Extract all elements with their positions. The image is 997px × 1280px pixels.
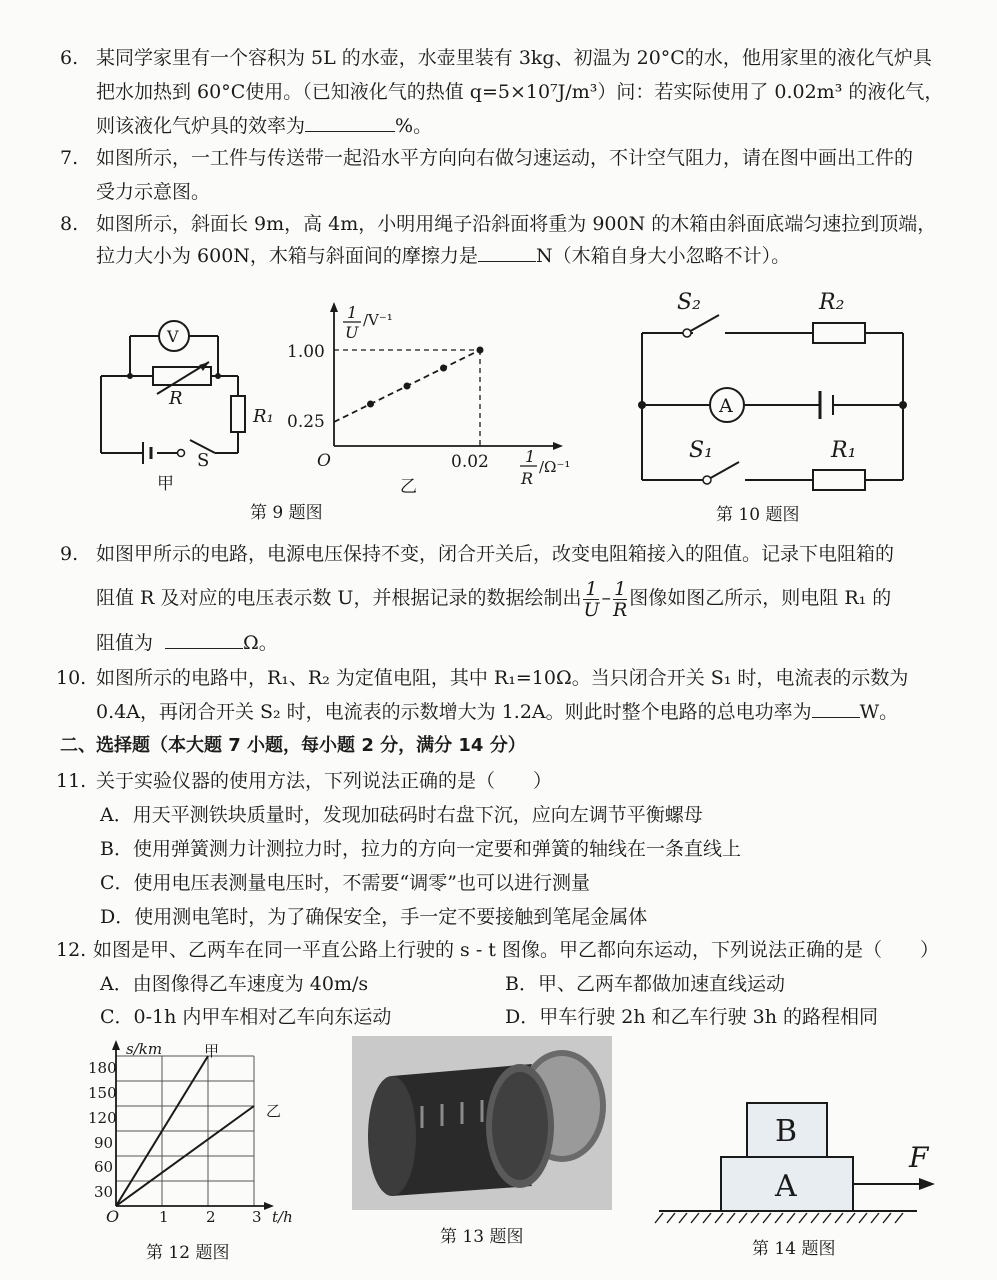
ground-hatch-104 [751, 1213, 759, 1223]
q6-answer-blank[interactable] [305, 113, 395, 132]
ground-hatch-68 [715, 1213, 723, 1223]
q10-line2-unit: W。 [859, 701, 899, 723]
ground-hatch-188 [835, 1213, 843, 1223]
y-tick-120: 120 [88, 1109, 117, 1127]
fig10-caption: 第 10 题图 [716, 505, 800, 525]
x-axis-num: 1 [525, 447, 536, 466]
fig9-graph-yi [285, 298, 585, 498]
q10-number: 10. [56, 667, 87, 689]
ground-hatch-248 [895, 1213, 903, 1223]
y-tick-150: 150 [88, 1084, 117, 1102]
q9-frac-1u [583, 579, 599, 620]
ground-hatch-92 [739, 1213, 747, 1223]
ground-hatch-128 [775, 1213, 783, 1223]
ground-hatch-164 [811, 1213, 819, 1223]
data-point-4 [477, 347, 484, 354]
q6-line3-text: 则该液化气炉具的效率为 [96, 115, 306, 137]
q6-line3-unit: %。 [395, 115, 433, 137]
ground-hatch-224 [871, 1213, 879, 1223]
frac-1r-den: R [612, 598, 628, 621]
q9-line2-tail: 图像如图乙所示，则电阻 R₁ 的 [629, 587, 892, 609]
data-point-2 [404, 383, 411, 390]
origin-label: O [317, 451, 331, 471]
q9-dash: – [601, 587, 611, 609]
s1-label: S₁ [689, 438, 713, 463]
y-tick-180: 180 [88, 1059, 117, 1077]
fig-yi-label: 乙 [400, 477, 417, 497]
frac-1r-num: 1 [614, 577, 627, 600]
q11-option-a[interactable]: A．用天平测铁块质量时，发现加砝码时右盘下沉，应向左调节平衡螺母 [100, 804, 703, 826]
y-axis-den: U [345, 323, 359, 342]
ground-hatch-212 [859, 1213, 867, 1223]
fig9-circuit-jia [95, 318, 274, 494]
q9-line2-text: 阻值 R 及对应的电压表示数 U，并根据记录的数据绘制出 [96, 587, 582, 609]
q9-line2 [96, 578, 891, 620]
x-tick-3: 3 [252, 1208, 262, 1226]
q8-line2-text: 拉力大小为 600N，木箱与斜面间的摩擦力是 [96, 245, 478, 267]
q11-number: 11. [56, 770, 87, 792]
ground-hatch-152 [799, 1213, 807, 1223]
x-axis-unit: /Ω⁻¹ [539, 458, 571, 476]
q12-option-a[interactable]: A．由图像得乙车速度为 40m/s [100, 973, 369, 995]
xlabel: t/h [272, 1208, 293, 1226]
q12-number: 12. [56, 939, 87, 961]
fig13-caption: 第 13 题图 [440, 1227, 524, 1247]
y-axis-num: 1 [347, 303, 358, 322]
ground-hatch-44 [691, 1213, 699, 1223]
q10-line1: 如图所示的电路中，R₁、R₂ 为定值电阻，其中 R₁=10Ω。当只闭合开关 S₁ 时，电流表的示数为 [96, 667, 909, 689]
ground-hatch-200 [847, 1213, 855, 1223]
q9-line3-text: 阻值为 [96, 632, 154, 654]
q8-line1: 如图所示，斜面长 9m，高 4m，小明用绳子沿斜面将重为 900N 的木箱由斜面底端匀速拉到顶端， [96, 213, 937, 235]
s2-label: S₂ [677, 290, 701, 315]
q11-option-c[interactable]: C．使用电压表测量电压时，不需要“调零”也可以进行测量 [100, 872, 590, 894]
x-tick-2: 2 [206, 1208, 216, 1226]
y-axis-unit: /V⁻¹ [363, 311, 393, 329]
q9-line1: 如图甲所示的电路，电源电压保持不变，闭合开关后，改变电阻箱接入的阻值。记录下电阻箱的 [96, 543, 895, 565]
q8-line2-tail: N（木箱自身大小忽略不计）。 [535, 245, 791, 267]
q12-option-b[interactable]: B．甲、乙两车都做加速直线运动 [505, 973, 785, 995]
data-point-1 [367, 401, 374, 408]
q10-line2-text: 0.4A，再闭合开关 S₂ 时，电流表的示数增大为 1.2A。则此时整个电路的总电功率为 [96, 701, 812, 723]
q8-number: 8. [60, 213, 79, 235]
voltmeter-label: V [167, 327, 179, 346]
r1-label: R₁ [253, 406, 274, 427]
switch-s-label: S [197, 450, 210, 471]
block-a-label: A [775, 1169, 797, 1204]
fig14-blocks [655, 1095, 945, 1235]
q7-line1: 如图所示，一工件与传送带一起沿水平方向向右做匀速运动，不计空气阻力，请在图中画出工件的 [96, 147, 914, 169]
ground-hatch-116 [763, 1213, 771, 1223]
q10-answer-blank[interactable] [812, 699, 860, 718]
ground-hatch-80 [727, 1213, 735, 1223]
r2-label: R₂ [819, 290, 845, 315]
section2-heading: 二、选择题（本大题 7 小题，每小题 2 分，满分 14 分） [60, 735, 526, 756]
fig12-st-graph [80, 1040, 300, 1230]
q7-number: 7. [60, 147, 79, 169]
data-point-3 [440, 365, 447, 372]
line-yi-label: 乙 [266, 1102, 282, 1120]
q9-frac-1r [613, 579, 627, 620]
rheostat-label: R [169, 388, 183, 409]
fig-jia-label: 甲 [157, 474, 174, 494]
q12-option-d[interactable]: D．甲车行驶 2h 和乙车行驶 3h 的路程相同 [505, 1006, 879, 1028]
ground-hatch-20 [667, 1213, 675, 1223]
q9-answer-blank[interactable] [165, 630, 243, 649]
q7-line2: 受力示意图。 [96, 181, 211, 203]
fig12-caption: 第 12 题图 [146, 1243, 230, 1263]
r1-label: R₁ [831, 438, 857, 463]
q9-number: 9. [60, 543, 79, 565]
ylabel: s/km [126, 1040, 163, 1058]
block-b-label: B [775, 1114, 798, 1149]
q6-line1: 某同学家里有一个容积为 5L 的水壶，水壶里装有 3kg、初温为 20°C的水，他用家里的液化气炉具 [96, 47, 932, 69]
force-f-label: F [909, 1141, 929, 1174]
ground-hatch-236 [883, 1213, 891, 1223]
q11-stem: 关于实验仪器的使用方法，下列说法正确的是（ ） [96, 770, 553, 792]
x-tick: 0.02 [451, 452, 489, 472]
q11-option-b[interactable]: B．使用弹簧测力计测拉力时，拉力的方向一定要和弹簧的轴线在一条直线上 [100, 838, 741, 860]
ground-hatch-140 [787, 1213, 795, 1223]
fig10-circuit [635, 285, 920, 495]
q9-line3-unit: Ω。 [243, 632, 278, 654]
q9-line3 [96, 630, 278, 656]
ground-hatch-176 [823, 1213, 831, 1223]
q6-number: 6. [60, 47, 79, 69]
q12-option-c[interactable]: C．0-1h 内甲车相对乙车向东运动 [100, 1006, 392, 1028]
q8-line2 [96, 243, 790, 269]
ground-hatch-8 [655, 1213, 663, 1223]
x-tick-1: 1 [159, 1208, 169, 1226]
ammeter-label: A [719, 395, 733, 417]
q12-stem: 如图是甲、乙两车在同一平直公路上行驶的 s - t 图像。甲乙都向东运动，下列说法正确的是（ ） [93, 939, 939, 961]
frac-1u-num: 1 [585, 577, 598, 600]
fig14-caption: 第 14 题图 [752, 1239, 836, 1259]
fig13-can-drawing [352, 1036, 612, 1210]
ground-hatch-56 [703, 1213, 711, 1223]
q8-answer-blank[interactable] [478, 243, 536, 262]
q6-line3 [96, 113, 432, 139]
y-tick-30: 30 [94, 1183, 114, 1201]
y-tick-bottom: 0.25 [287, 412, 325, 432]
x-axis-den: R [521, 469, 534, 488]
fig9-caption: 第 9 题图 [250, 503, 323, 523]
ground-hatch-32 [679, 1213, 687, 1223]
origin: O [106, 1207, 120, 1226]
y-tick-90: 90 [94, 1134, 114, 1152]
y-tick-60: 60 [94, 1158, 114, 1176]
line-jia-label: 甲 [204, 1042, 220, 1060]
frac-1u-den: U [583, 598, 600, 621]
q10-line2 [96, 699, 898, 725]
q6-line2: 把水加热到 60°C使用。（已知液化气的热值 q=5×10⁷J/m³）问：若实际使用了 0.02m³ 的液化气， [96, 81, 944, 103]
q11-option-d[interactable]: D．使用测电笔时，为了确保安全，手一定不要接触到笔尾金属体 [100, 906, 648, 928]
y-tick-top: 1.00 [287, 342, 325, 362]
